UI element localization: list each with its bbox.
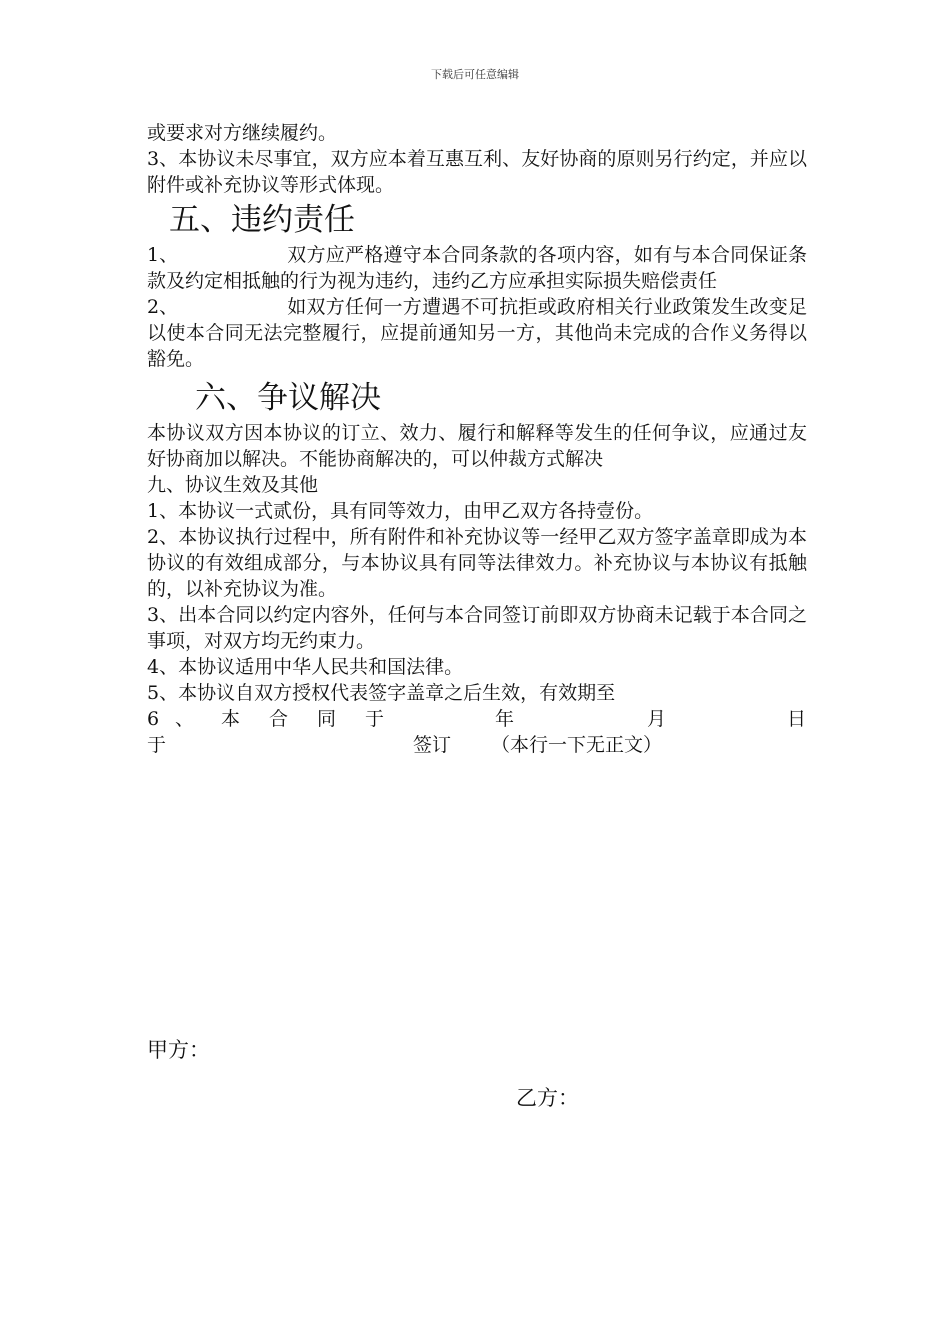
clause-6-part: 合 xyxy=(269,708,289,730)
party-a-label: 甲方： xyxy=(147,1038,210,1062)
clause-1: 1、本协议一式贰份，具有同等效力，由甲乙双方各持壹份。 xyxy=(147,500,654,522)
section-title-breach: 五、违约责任 xyxy=(169,202,355,238)
page-header: 下载后可任意编辑 xyxy=(431,68,519,81)
clause-6-part: 、 xyxy=(175,708,195,730)
breach-item-1-text: 双方应严格遵守本合同条款的各项内容，如有与本合同保证条款及约定相抵触的行为视为违约，违约乙方应承担实际损失赔偿责任 xyxy=(147,244,807,292)
clause-6-day: 日 xyxy=(787,708,807,730)
clause-6-line-2 xyxy=(147,732,807,758)
clause-6-part: 于 xyxy=(365,708,385,730)
dispute-para: 本协议双方因本协议的订立、效力、履行和解释等发生的任何争议，应通过友好协商加以解决。不能协商解决的，可以仲裁方式解决 xyxy=(147,422,807,470)
clause-6-at: 于 xyxy=(147,734,167,756)
clause-6-year: 年 xyxy=(495,708,515,730)
party-b-label: 乙方： xyxy=(516,1086,579,1110)
para-clause-3: 3、本协议未尽事宜，双方应本着互惠互利、友好协商的原则另行约定，并应以附件或补充协议等形式体现。 xyxy=(147,148,807,196)
clause-6-note: （本行一下无正文） xyxy=(491,734,663,756)
subsection-title: 九、协议生效及其他 xyxy=(147,474,319,496)
clause-6-month: 月 xyxy=(647,708,667,730)
clause-6-line-1 xyxy=(147,706,807,732)
breach-item-2 xyxy=(147,294,807,372)
clause-5: 5、本协议自双方授权代表签字盖章之后生效，有效期至 xyxy=(147,682,616,704)
document-body xyxy=(147,120,807,758)
clause-2: 2、本协议执行过程中，所有附件和补充协议等一经甲乙双方签字盖章即成为本协议的有效组成部分，与本协议具有同等法律效力。补充协议与本协议有抵触的，以补充协议为准。 xyxy=(147,526,807,600)
clause-6-signed: 签订 xyxy=(413,734,452,756)
clause-6-part: 本 xyxy=(221,708,241,730)
breach-item-1-num: 1、 xyxy=(147,244,179,266)
clause-6-part: 同 xyxy=(317,708,337,730)
section-title-dispute: 六、争议解决 xyxy=(195,380,381,416)
clause-4: 4、本协议适用中华人民共和国法律。 xyxy=(147,656,464,678)
breach-item-2-num: 2、 xyxy=(147,296,179,318)
para-continue: 或要求对方继续履约。 xyxy=(147,122,338,144)
clause-6-part: 6 xyxy=(147,708,160,730)
breach-item-1 xyxy=(147,242,807,294)
clause-3: 3、出本合同以约定内容外，任何与本合同签订前即双方协商未记载于本合同之事项，对双方均无约束力。 xyxy=(147,604,807,652)
breach-item-2-text: 如双方任何一方遭遇不可抗拒或政府相关行业政策发生改变足以使本合同无法完整履行，应提前通知另一方，其他尚未完成的合作义务得以豁免。 xyxy=(147,296,807,370)
